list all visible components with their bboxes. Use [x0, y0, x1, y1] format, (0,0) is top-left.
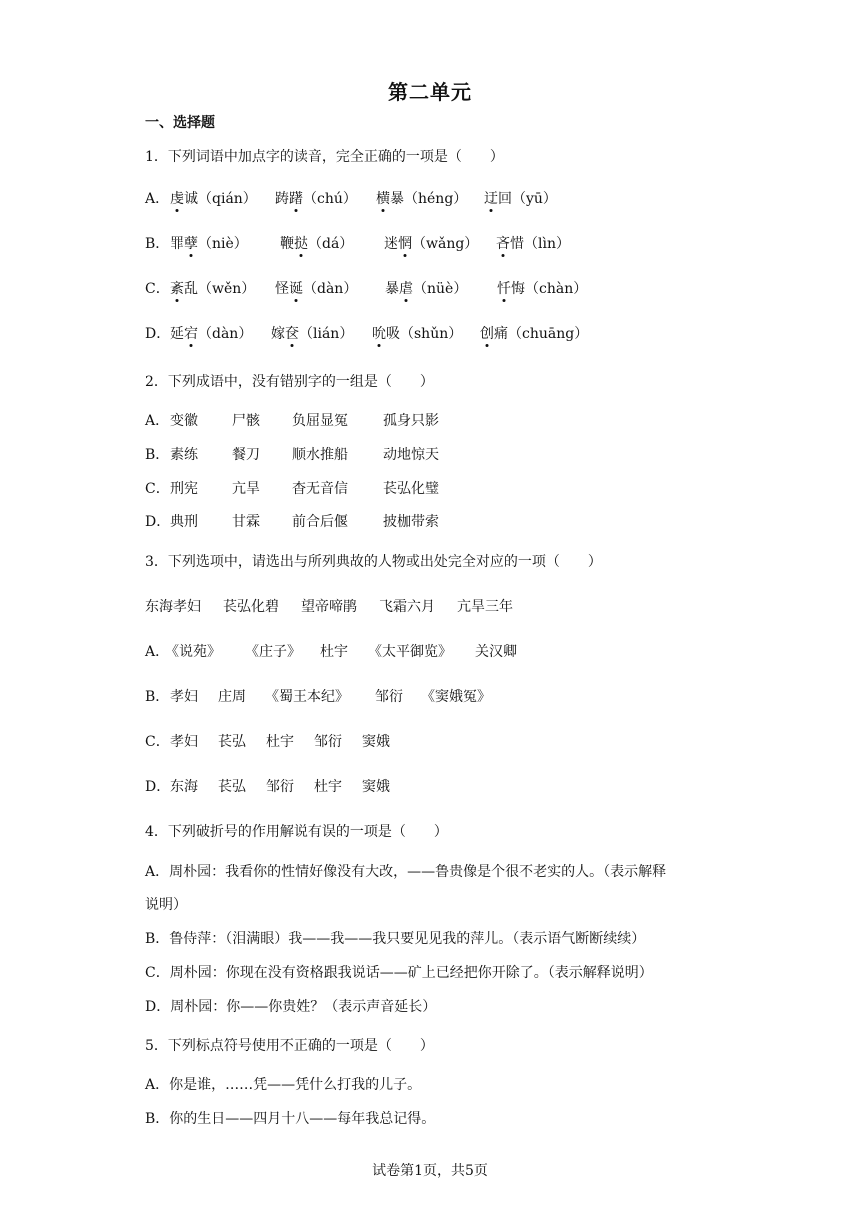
answer-item: 孝妇: [170, 734, 198, 750]
answer-item: 《太平御览》: [368, 644, 452, 660]
option-label: B．: [145, 689, 170, 705]
word-item: 罪孽（niè）: [170, 233, 248, 253]
answer-item: 邹衍: [375, 689, 403, 705]
word-item: 迷惘（wǎng）: [384, 233, 478, 253]
question-4-stem: 4．下列破折号的作用解说有误的一项是（ ）: [145, 824, 448, 840]
option-label: A．: [145, 413, 170, 429]
word-item: 鞭挞（dá）: [280, 233, 353, 253]
q4-option-a: A．周朴园：我看你的性情好像没有大改，——鲁贵像是个很不老实的人。（表示解释: [145, 864, 667, 880]
question-1-stem: 1．下列词语中加点字的读音，完全正确的一项是（ ）: [145, 149, 504, 165]
idiom-item: 披枷带索: [383, 514, 439, 530]
question-5-stem: 5．下列标点符号使用不正确的一项是（ ）: [145, 1038, 434, 1054]
answer-item: 窦娥: [362, 779, 390, 795]
answer-item: 杜宇: [314, 779, 342, 795]
answer-item: 庄周: [218, 689, 246, 705]
page-title: 第二单元: [388, 80, 472, 104]
answer-item: 《说苑》: [165, 644, 221, 660]
option-label: D．: [145, 779, 171, 795]
allusion-item: 东海孝妇: [145, 599, 201, 615]
idiom-item: 变徽: [170, 413, 198, 429]
answer-item: 杜宇: [266, 734, 294, 750]
answer-item: 《窦娥冤》: [421, 689, 491, 705]
option-label: C．: [145, 481, 170, 497]
answer-item: 孝妇: [170, 689, 198, 705]
idiom-item: 素练: [170, 447, 198, 463]
idiom-item: 刑宪: [170, 481, 198, 497]
answer-item: 东海: [170, 779, 198, 795]
word-item: 踌躇（chú）: [275, 188, 357, 208]
allusion-item: 飞霜六月: [379, 599, 435, 615]
answer-item: 苌弘: [218, 734, 246, 750]
page-footer: 试卷第1页，共5页: [372, 1163, 488, 1179]
idiom-item: 前合后偃: [292, 514, 348, 530]
answer-item: 邹衍: [266, 779, 294, 795]
idiom-item: 负屈显冤: [292, 413, 348, 429]
idiom-item: 亢旱: [232, 481, 260, 497]
q5-option-a: A．你是谁，……凭——凭什么打我的儿子。: [145, 1077, 422, 1093]
option-label: D．: [145, 514, 171, 530]
idiom-item: 杳无音信: [292, 481, 348, 497]
section-heading: 一、选择题: [145, 115, 215, 131]
word-item: 延宕（dàn）: [170, 323, 252, 343]
option-label: B．: [145, 447, 170, 463]
word-item: 吮吸（shǔn）: [372, 323, 462, 343]
word-item: 忏悔（chàn）: [497, 278, 587, 298]
answer-item: 《庄子》: [245, 644, 301, 660]
idiom-item: 甘霖: [232, 514, 260, 530]
question-3-stem: 3．下列选项中，请选出与所列典故的人物或出处完全对应的一项（ ）: [145, 554, 602, 570]
answer-item: 关汉卿: [475, 644, 517, 660]
allusion-item: 望帝啼鹃: [301, 599, 357, 615]
idiom-item: 餐刀: [232, 447, 260, 463]
allusion-item: 苌弘化碧: [223, 599, 279, 615]
idiom-item: 顺水推船: [292, 447, 348, 463]
option-label: A．: [145, 644, 170, 660]
word-item: 紊乱（wěn）: [170, 278, 255, 298]
option-label: A．: [145, 191, 170, 207]
word-item: 创痛（chuāng）: [480, 323, 588, 343]
answer-item: 窦娥: [362, 734, 390, 750]
word-item: 暴虐（nüè）: [385, 278, 467, 298]
option-label: B．: [145, 236, 170, 252]
idiom-item: 典刑: [170, 514, 198, 530]
idiom-item: 孤身只影: [383, 413, 439, 429]
word-item: 怪诞（dàn）: [275, 278, 357, 298]
answer-item: 邹衍: [314, 734, 342, 750]
word-item: 吝惜（lìn）: [496, 233, 570, 253]
q5-option-b: B．你的生日——四月十八——每年我总记得。: [145, 1111, 436, 1127]
q4-option-c: C．周朴园：你现在没有资格跟我说话——矿上已经把你开除了。（表示解释说明）: [145, 965, 653, 981]
q4-option-b: B．鲁侍萍：（泪满眼）我——我——我只要见见我的萍儿。（表示语气断断续续）: [145, 931, 646, 947]
allusion-item: 亢旱三年: [457, 599, 513, 615]
q4-option-a-continued: 说明）: [145, 897, 187, 913]
q4-option-d: D．周朴园：你——你贵姓？（表示声音延长）: [145, 999, 437, 1015]
word-item: 横暴（héng）: [376, 188, 467, 208]
question-2-stem: 2．下列成语中，没有错别字的一组是（ ）: [145, 374, 434, 390]
word-item: 迂回（yū）: [484, 188, 557, 208]
answer-item: 《蜀王本纪》: [265, 689, 349, 705]
word-item: 嫁奁（lián）: [271, 323, 353, 343]
idiom-item: 苌弘化璧: [383, 481, 439, 497]
idiom-item: 尸骸: [232, 413, 260, 429]
answer-item: 苌弘: [218, 779, 246, 795]
option-label: D．: [145, 326, 171, 342]
idiom-item: 动地惊天: [383, 447, 439, 463]
option-label: C．: [145, 734, 170, 750]
answer-item: 杜宇: [320, 644, 348, 660]
option-label: C．: [145, 281, 170, 297]
word-item: 虔诚（qián）: [170, 188, 257, 208]
